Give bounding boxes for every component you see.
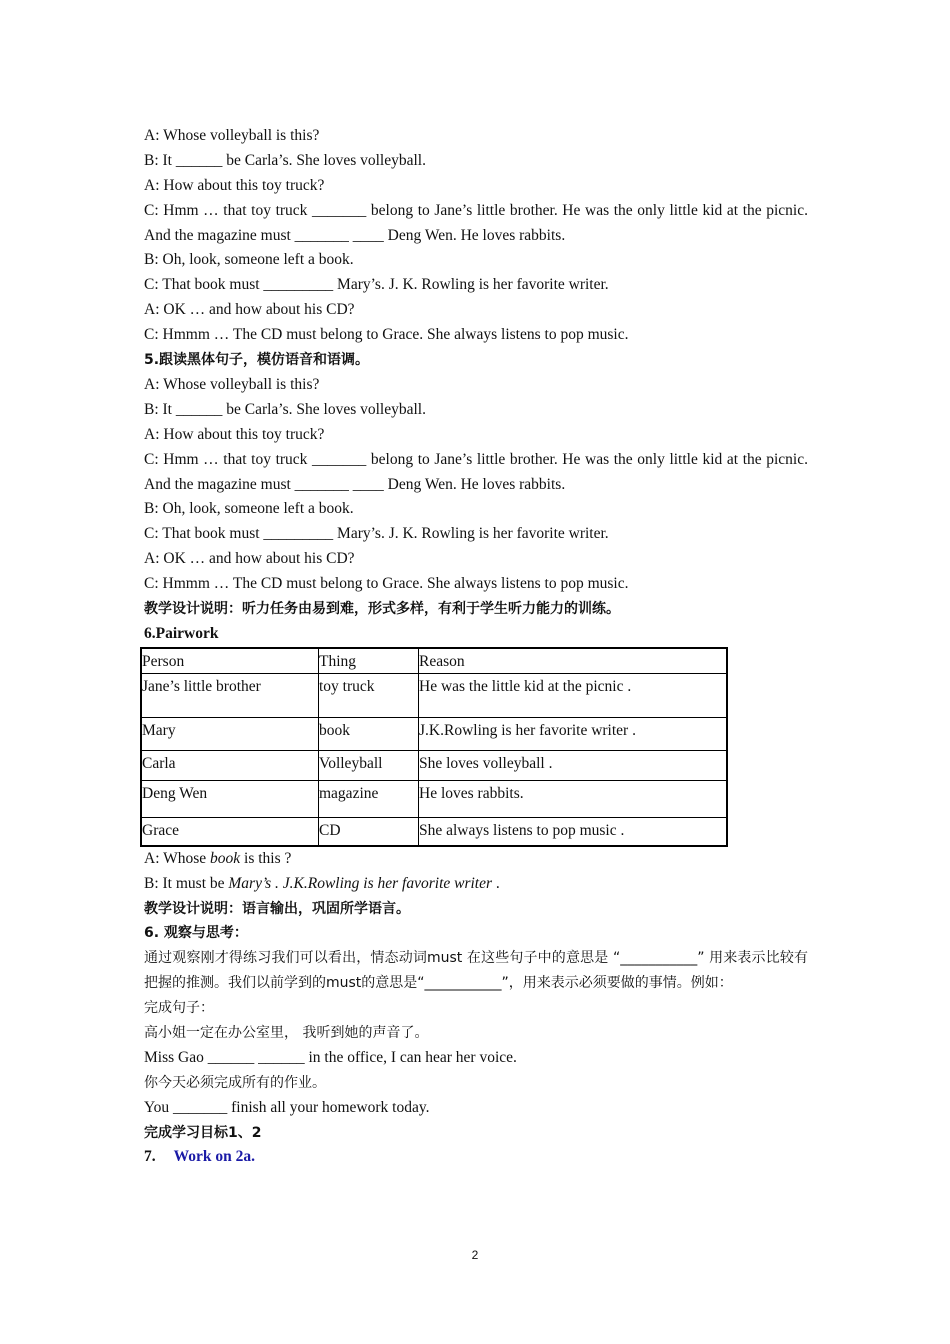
table-header-row [141,648,727,674]
table-cell: toy truck [319,674,419,718]
dialog-line: A: Whose volleyball is this? [144,127,320,144]
pairwork-table [140,647,728,847]
table-row [141,674,727,718]
section-7-number: 7. [144,1148,156,1166]
table-header-thing: Thing [319,648,419,674]
dialog-line: B: Oh, look, someone left a book. [144,251,354,269]
dialog-line: C: Hmm … that toy truck _______ belong to Jane’s little brother. He was the only little kid at the picnic. And the magazine must _______ ____ Deng Wen. He loves rabbits. [144,450,808,493]
table-cell: Volleyball [319,751,419,781]
en-sentence-1: Miss Gao ______ ______ in the office, I can hear her voice. [144,1048,517,1066]
section-7-text: Work on 2a. [173,1148,256,1166]
cn-sentence-2: 你今天必须完成所有的作业。 [144,1074,326,1091]
cn-sentence-1: 高小姐一定在办公室里， 我听到她的声音了。 [144,1025,429,1042]
section-6-heading: 6.Pairwork [144,624,219,642]
table-cell: She loves volleyball . [419,751,728,781]
dialog-line: A: How about this toy truck? [144,176,325,194]
dialog-line: A: OK … and how about his CD? [144,550,355,568]
table-row [141,818,727,846]
dialog-line: B: It ______ be Carla’s. She loves volleyball. [144,400,426,418]
table-header-person: Person [141,648,319,674]
dialog-line: B: Oh, look, someone left a book. [144,500,354,518]
table-row [141,718,727,751]
table-cell: He was the little kid at the picnic . [419,674,728,718]
page-number: 2 [471,1248,479,1262]
example-b-italic: Mary’s . J.K.Rowling is her favorite writer [228,874,493,892]
table-cell: Carla [141,751,319,781]
table-cell: Jane’s little brother [141,674,319,718]
dialog-line: C: Hmmm … The CD must belong to Grace. She always listens to pop music. [144,575,629,593]
table-cell: Grace [141,818,319,846]
table-cell: Deng Wen [141,781,319,818]
section-6b-heading: 6. 观察与思考： [144,925,248,942]
en-sentence-2: You _______ finish all your homework today. [144,1098,430,1116]
dialog-2 [144,373,808,597]
table-cell: magazine [319,781,419,818]
dialog-line: C: Hmmm … The CD must belong to Grace. She always listens to pop music. [144,326,629,344]
table-cell: She always listens to pop music . [419,818,728,846]
dialog-line: A: OK … and how about his CD? [144,301,355,319]
example-a-line [144,847,808,872]
dialog-line: A: How about this toy truck? [144,425,325,443]
example-a-italic: book [210,849,241,867]
table-cell: He loves rabbits. [419,781,728,818]
example-a-prefix: A: Whose [144,849,211,867]
table-row [141,751,727,781]
example-b-suffix: . [492,874,500,892]
design-note-2: 教学设计说明：语言输出，巩固所学语言。 [144,900,410,917]
dialog-1 [144,124,808,348]
dialog-line: A: Whose volleyball is this? [144,375,320,393]
example-b-line [144,872,808,897]
table-cell: Mary [141,718,319,751]
design-note-1: 教学设计说明：听力任务由易到难，形式多样，有利于学生听力能力的训练。 [144,600,620,617]
table-row [141,781,727,818]
example-a-suffix: is this ? [240,849,292,867]
section-7-line [144,1145,808,1170]
table-cell: J.K.Rowling is her favorite writer . [419,718,728,751]
complete-label: 完成句子： [144,1000,214,1017]
example-b-prefix: B: It must be [144,874,229,892]
dialog-line: C: That book must _________ Mary’s. J. K. Rowling is her favorite writer. [144,525,609,543]
page-content [144,124,808,1170]
goal-line: 完成学习目标1、2 [144,1124,262,1141]
observe-paragraph: 通过观察刚才得练习我们可以看出，情态动词must 在这些句子中的意思是 “___________” 用来表示比较有把握的推测。我们以前学到的must的意思是“___________”，用来表示必须要做的事情。例如： [144,950,808,992]
table-header-reason: Reason [419,648,728,674]
dialog-line: B: It ______ be Carla’s. She loves volleyball. [144,151,426,169]
dialog-line: C: That book must _________ Mary’s. J. K. Rowling is her favorite writer. [144,276,609,294]
table-cell: book [319,718,419,751]
table-cell: CD [319,818,419,846]
section-5-heading: 5.跟读黑体句子，模仿语音和语调。 [144,352,370,369]
dialog-line: C: Hmm … that toy truck _______ belong to Jane’s little brother. He was the only little kid at the picnic. And the magazine must _______ ____ Deng Wen. He loves rabbits. [144,201,808,244]
